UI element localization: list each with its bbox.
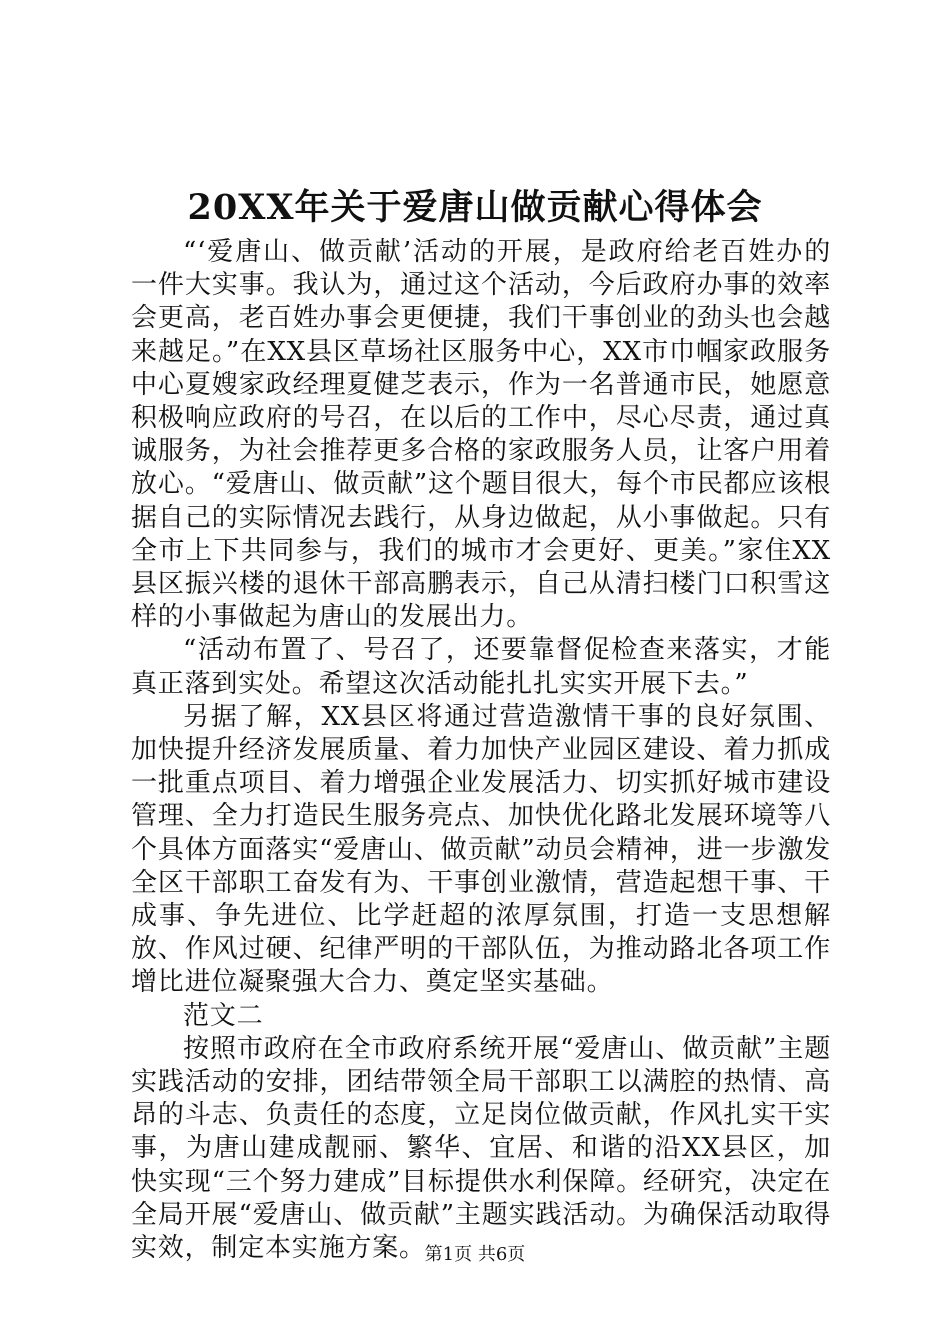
document-title: 20XX年关于爱唐山做贡献心得体会	[187, 187, 763, 228]
document-body	[131, 236, 831, 1265]
page-footer: 第1页 共6页	[424, 1244, 526, 1265]
paragraph-4: 按照市政府在全市政府系统开展“爱唐山、做贡献”主题实践活动的安排，团结带领全局干部职工以满腔的热情、高昂的斗志、负责任的态度，立足岗位做贡献，作风扎实干实事，为唐山建成靓丽、繁华、宜居、和谐的沿XX县区，加快实现“三个努力建成”目标提供水利保障。经研究，决定在全局开展“爱唐山、做贡献”主题实践活动。为确保活动取得实效，制定本实施方案。	[131, 1033, 831, 1264]
paragraph-3: 另据了解，XX县区将通过营造激情干事的良好氛围、加快提升经济发展质量、着力加快产业园区建设、着力抓成一批重点项目、着力增强企业发展活力、切实抓好城市建设管理、全力打造民生服务亮点、加快优化路北发展环境等八个具体方面落实“爱唐山、做贡献”动员会精神，进一步激发全区干部职工奋发有为、干事创业激情，营造起想干事、干成事、争先进位、比学赶超的浓厚氛围，打造一支思想解放、作风过硬、纪律严明的干部队伍，为推动路北各项工作增比进位凝聚强大合力、奠定坚实基础。	[131, 701, 831, 998]
paragraph-1: “‘爱唐山、做贡献’活动的开展，是政府给老百姓办的一件大实事。我认为，通过这个活动，今后政府办事的效率会更高，老百姓办事会更便捷，我们干事创业的劲头也会越来越足。”在XX县区草场社区服务中心，XX市巾帼家政服务中心夏嫂家政经理夏健芝表示，作为一名普通市民，她愿意积极响应政府的号召，在以后的工作中，尽心尽责，通过真诚服务，为社会推荐更多合格的家政服务人员，让客户用着放心。“爱唐山、做贡献”这个题目很大，每个市民都应该根据自己的实际情况去践行，从身边做起，从小事做起。只有全市上下共同参与，我们的城市才会更好、更美。”家住XX县区振兴楼的退休干部高鹏表示，自己从清扫楼门口积雪这样的小事做起为唐山的发展出力。	[131, 237, 831, 633]
section-heading-fanwen-er: 范文二	[183, 1000, 264, 1031]
paragraph-2: “活动布置了、号召了，还要靠督促检查来落实，才能真正落到实处。希望这次活动能扎扎实实开展下去。”	[131, 635, 831, 699]
